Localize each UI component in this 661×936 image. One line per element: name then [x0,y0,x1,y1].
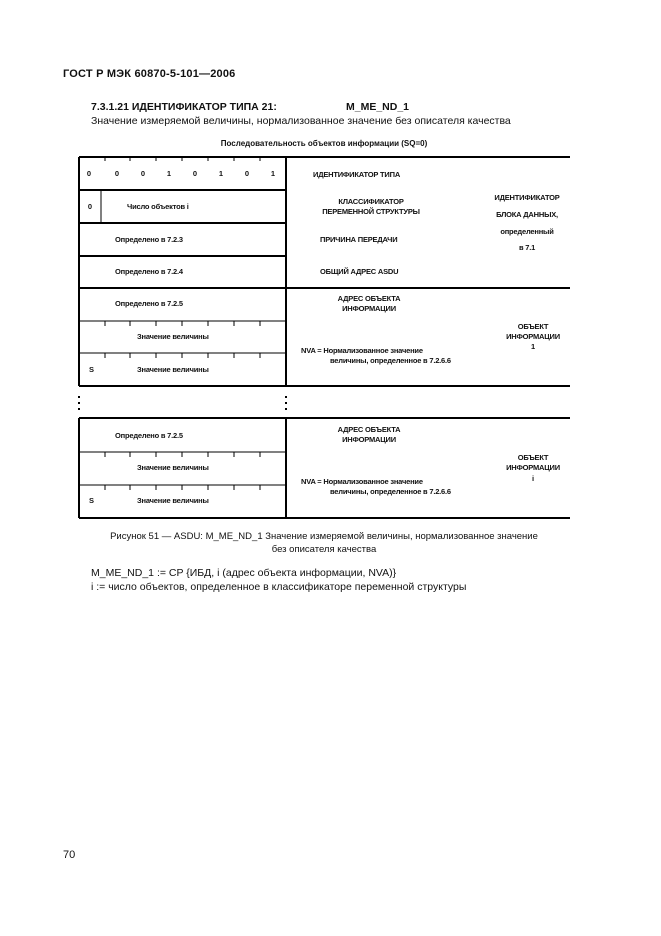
ioa-label-2b: ИНФОРМАЦИИ [342,435,396,444]
value-label-1: Значение величины [137,332,209,341]
value-label-2: Значение величины [137,365,209,374]
type-bit-4: 0 [192,169,198,178]
type-bit-6: 0 [140,169,146,178]
num-objects-label: Число объектов i [127,202,189,211]
info-object-2-line3: i [532,474,534,483]
section-description: Значение измеряемой величины, нормализованное значение без описателя качества [91,115,511,127]
cot-label: ПРИЧИНА ПЕРЕДАЧИ [320,235,398,244]
nva-label-1a: NVA = Нормализованное значение [301,346,423,355]
info-object-1-line2: ИНФОРМАЦИИ [506,332,560,341]
type-bit-2: 0 [244,169,250,178]
figure-caption-line1: Рисунок 51 — ASDU: M_ME_ND_1 Значение измеряемой величины, нормализованное значение [110,531,538,542]
data-unit-id-line3: определенный [500,227,554,236]
section-title: 7.3.1.21 ИДЕНТИФИКАТОР ТИПА 21: [91,101,277,113]
section-type-id: M_ME_ND_1 [346,101,410,113]
sq-bit: 0 [87,202,93,211]
type-bit-1: 1 [270,169,276,178]
ioa-label-1a: АДРЕС ОБЪЕКТА [337,294,401,303]
type-bit-7: 0 [114,169,120,178]
ioa-definition-1: Определено в 7.2.5 [115,299,183,308]
sign-bit-2: S [89,496,94,505]
formula-line2: i := число объектов, определенное в классификаторе переменной структуры [91,581,467,593]
figure-caption-line2: без описателя качества [271,544,377,555]
common-address-label: ОБЩИЙ АДРЕС ASDU [320,267,399,276]
sequence-title: Последовательность объектов информации (SQ=0) [220,139,428,148]
ioa-label-1b: ИНФОРМАЦИИ [342,304,396,313]
page-number: 70 [63,849,76,861]
ioa-label-2a: АДРЕС ОБЪЕКТА [337,425,401,434]
type-bit-8: 0 [86,169,92,178]
ioa-definition-2: Определено в 7.2.5 [115,431,183,440]
cause-definition: Определено в 7.2.3 [115,235,183,244]
info-object-2-line1: ОБЪЕКТ [517,453,549,462]
info-object-1-line1: ОБЪЕКТ [517,322,549,331]
sign-bit-1: S [89,365,94,374]
type-bit-3: 1 [218,169,224,178]
formula-block [91,566,466,594]
common-address-definition: Определено в 7.2.4 [115,267,183,276]
nva-label-2a: NVA = Нормализованное значение [301,477,423,486]
vsq-label-line2: ПЕРЕМЕННОЙ СТРУКТУРЫ [322,207,420,216]
nva-label-2b: величины, определенное в 7.2.6.6 [330,487,451,496]
info-object-1-line3: 1 [531,342,535,351]
type-id-label: ИДЕНТИФИКАТОР ТИПА [313,170,401,179]
info-object-2-line2: ИНФОРМАЦИИ [506,463,560,472]
page-header: ГОСТ Р МЭК 60870-5-101—2006 [63,68,236,80]
data-unit-id-line1: ИДЕНТИФИКАТОР [494,193,560,202]
value-label-4: Значение величины [137,496,209,505]
nva-label-1b: величины, определенное в 7.2.6.6 [330,356,451,365]
value-label-3: Значение величины [137,463,209,472]
vsq-label-line1: КЛАССИФИКАТОР [338,197,404,206]
data-unit-id-line2: БЛОКА ДАННЫХ, [496,210,558,219]
data-unit-id-line4: в 7.1 [518,243,536,252]
figure-caption [78,530,570,556]
type-bit-5: 1 [166,169,172,178]
formula-line1: M_ME_ND_1 := CP {ИБД, i (адрес объекта информации, NVA)} [91,567,397,579]
